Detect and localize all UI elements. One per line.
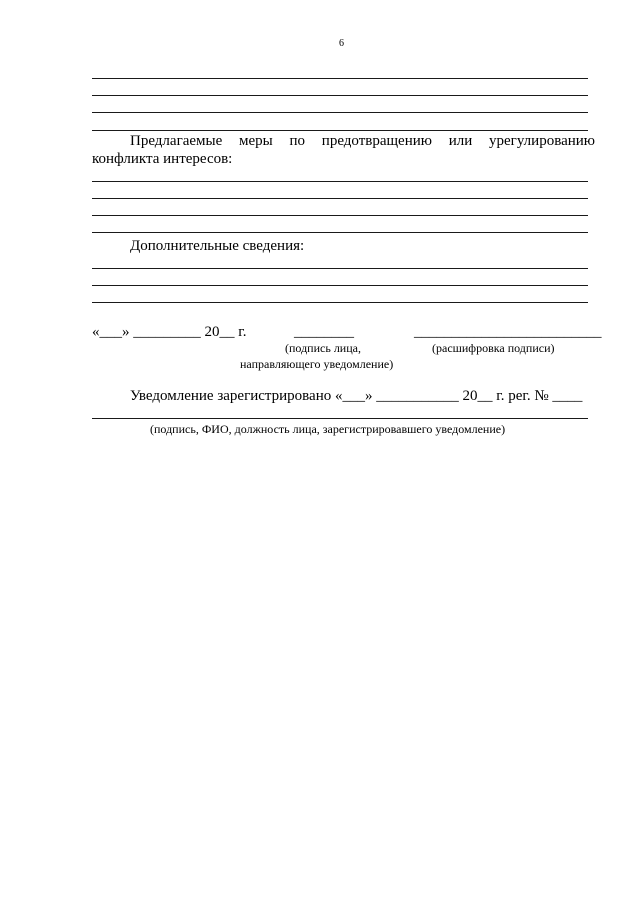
additional-info-heading: Дополнительные сведения: bbox=[130, 238, 305, 254]
signature-caption-continued: направляющего уведомление) bbox=[240, 357, 394, 371]
blank-line bbox=[92, 198, 588, 199]
signature-blank: ________ bbox=[294, 324, 354, 340]
blank-line bbox=[92, 268, 588, 269]
blank-line bbox=[92, 130, 588, 131]
page-number: 6 bbox=[339, 38, 344, 49]
blank-line bbox=[92, 112, 588, 113]
blank-line bbox=[92, 181, 588, 182]
blank-line bbox=[92, 302, 588, 303]
measures-heading-line2: конфликта интересов: bbox=[92, 151, 233, 167]
measures-heading-line1: Предлагаемые меры по предотвращению или урегулированию bbox=[130, 133, 595, 149]
blank-line bbox=[92, 285, 588, 286]
signature-name-blank: _________________________ bbox=[414, 324, 602, 340]
registration-line: Уведомление зарегистрировано «___» ___________ 20__ г. рег. № ____ bbox=[130, 388, 583, 404]
signature-date: «___» _________ 20__ г. bbox=[92, 324, 247, 340]
signature-caption: (подпись лица, bbox=[285, 341, 361, 355]
blank-line bbox=[92, 95, 588, 96]
blank-line bbox=[92, 418, 588, 419]
registration-caption: (подпись, ФИО, должность лица, зарегистрировавшего уведомление) bbox=[150, 422, 506, 436]
blank-line bbox=[92, 215, 588, 216]
blank-line bbox=[92, 232, 588, 233]
name-decoding-caption: (расшифровка подписи) bbox=[432, 341, 555, 355]
blank-line bbox=[92, 78, 588, 79]
